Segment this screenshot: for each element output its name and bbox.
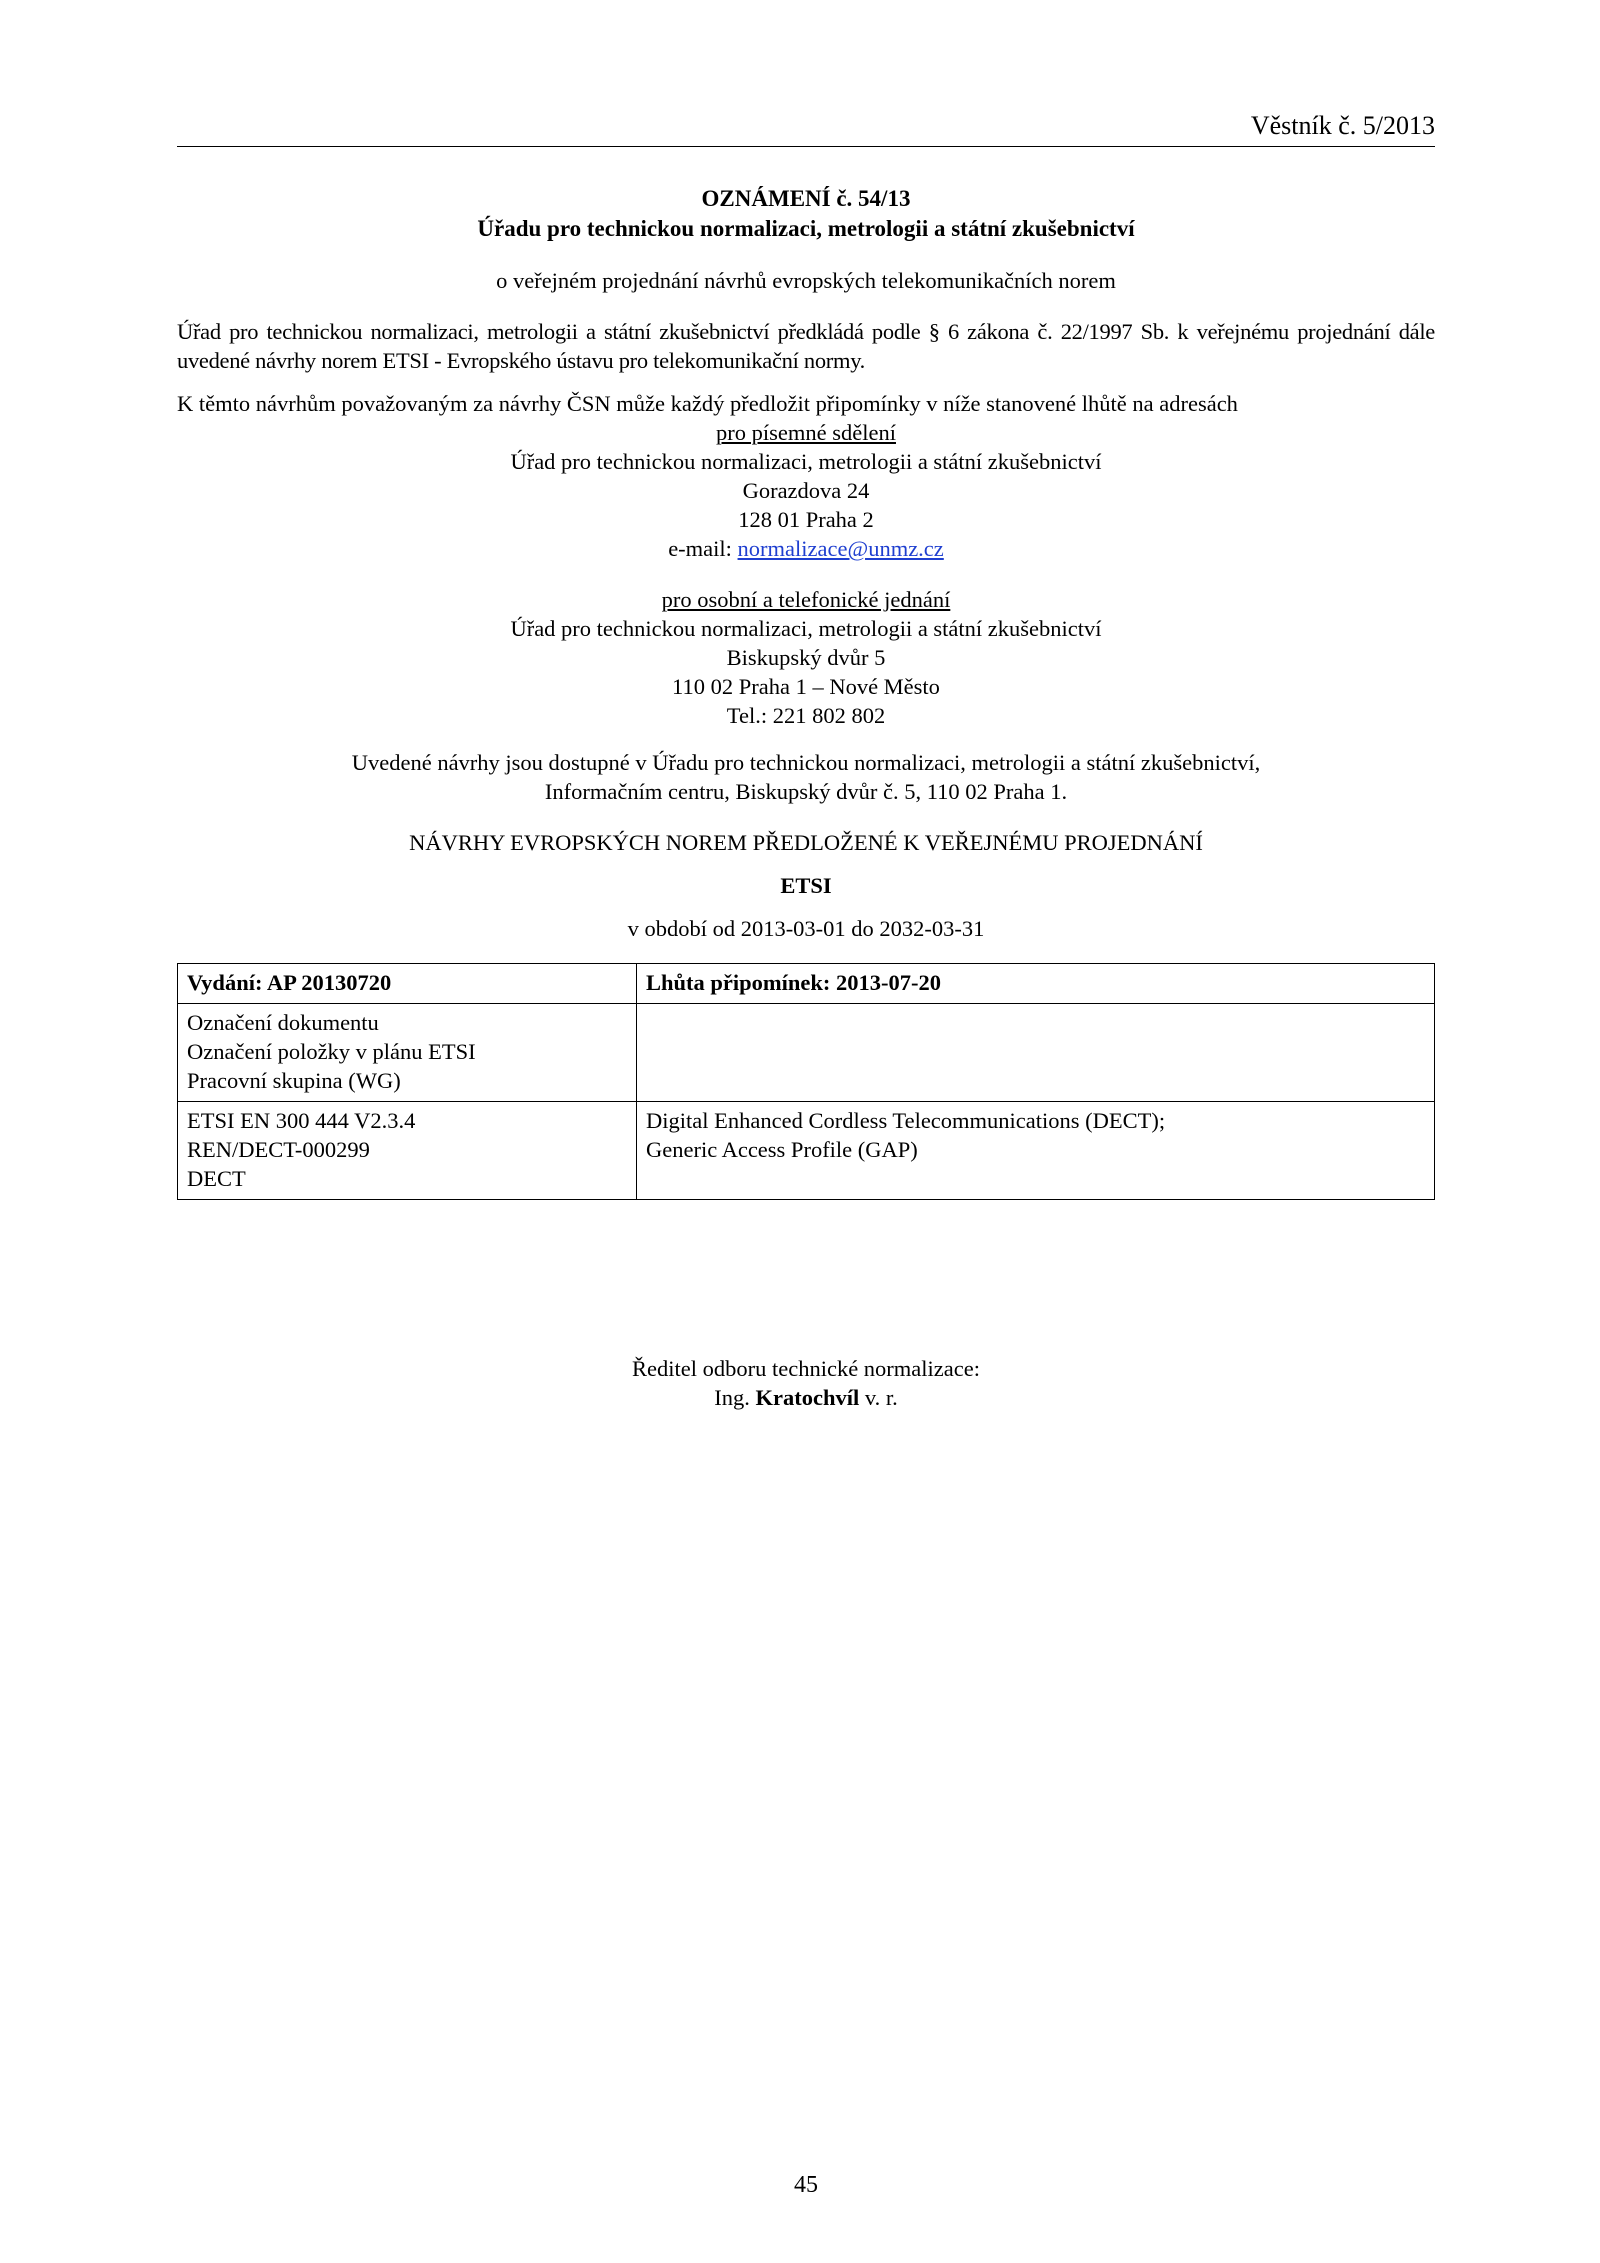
section-period: v období od 2013-03-01 do 2032-03-31: [627, 916, 985, 941]
availability-line-1: Uvedené návrhy jsou dostupné v Úřadu pro technickou normalizaci, metrologii a státní zkušebnictví,: [351, 750, 1261, 775]
notice-subject: o veřejném projednání návrhů evropských telekomunikačních norem: [496, 268, 1116, 293]
table-header-row: [178, 964, 1435, 1004]
legend-cell: [178, 1004, 637, 1102]
legend-empty-cell: [637, 1004, 1435, 1102]
issue-cell: Vydání: AP 20130720: [178, 964, 637, 1004]
written-contact-office: Úřad pro technickou normalizaci, metrologii a státní zkušebnictví: [510, 449, 1102, 474]
notice-body: [177, 184, 1435, 1200]
written-contact-street: Gorazdova 24: [742, 478, 870, 503]
document-title-line: Generic Access Profile (GAP): [646, 1137, 918, 1162]
notice-intro: Úřad pro technickou normalizaci, metrologii a státní zkušebnictví předkládá podle § 6 zákona č. 22/1997 Sb. k veřejnému projednání dále uvedené návrhy norem ETSI - Evropského ústavu pro telekomunikační normy.: [177, 319, 1435, 373]
deadline-cell: Lhůta připomínek: 2013-07-20: [637, 964, 1435, 1004]
personal-contact-city: 110 02 Praha 1 – Nové Město: [672, 674, 940, 699]
document-title-line: Digital Enhanced Cordless Telecommunications (DECT);: [646, 1108, 1166, 1133]
written-contact-email-line: [177, 534, 1435, 563]
section-heading: NÁVRHY EVROPSKÝCH NOREM PŘEDLOŽENÉ K VEŘEJNÉMU PROJEDNÁNÍ: [409, 830, 1203, 855]
availability-line-2: Informačním centru, Biskupský dvůr č. 5, 110 02 Praha 1.: [544, 779, 1068, 804]
email-label: e-mail:: [668, 536, 738, 561]
section-org: ETSI: [780, 873, 832, 898]
personal-contact-phone: Tel.: 221 802 802: [726, 703, 886, 728]
written-contact-heading: pro písemné sdělení: [716, 420, 896, 445]
personal-contact-street: Biskupský dvůr 5: [726, 645, 886, 670]
drafts-table: [177, 963, 1435, 1200]
plan-item-designation: REN/DECT-000299: [187, 1137, 370, 1162]
comments-intro: K těmto návrhům považovaným za návrhy ČSN může každý předložit připomínky v níže stanovené lhůtě na adresách: [177, 391, 1238, 416]
signature-name: Kratochvíl: [755, 1385, 860, 1410]
header-divider: [177, 146, 1435, 147]
written-contact-city: 128 01 Praha 2: [738, 507, 874, 532]
legend-line: Označení dokumentu: [187, 1010, 379, 1035]
personal-contact-heading: pro osobní a telefonické jednání: [661, 587, 951, 612]
legend-line: Pracovní skupina (WG): [187, 1068, 401, 1093]
table-legend-row: [178, 1004, 1435, 1102]
signature-block: [177, 1354, 1435, 1412]
table-row: [178, 1102, 1435, 1200]
personal-contact-office: Úřad pro technickou normalizaci, metrologii a státní zkušebnictví: [510, 616, 1102, 641]
signature-prefix: Ing.: [714, 1385, 756, 1410]
signature-role: Ředitel odboru technické normalizace:: [632, 1356, 980, 1381]
document-id-cell: [178, 1102, 637, 1200]
page-number: 45: [794, 2172, 818, 2198]
signature-suffix: v. r.: [859, 1385, 898, 1410]
written-contact-block: [177, 418, 1435, 563]
working-group: DECT: [187, 1166, 246, 1191]
document-title-cell: [637, 1102, 1435, 1200]
legend-line: Označení položky v plánu ETSI: [187, 1039, 476, 1064]
notice-issuer: Úřadu pro technickou normalizaci, metrologii a státní zkušebnictví: [477, 216, 1135, 241]
document-designation: ETSI EN 300 444 V2.3.4: [187, 1108, 416, 1133]
journal-header: Věstník č. 5/2013: [1250, 111, 1435, 140]
personal-contact-block: [177, 585, 1435, 730]
signature-name-line: [177, 1383, 1435, 1412]
notice-title: OZNÁMENÍ č. 54/13: [701, 186, 911, 211]
email-link[interactable]: normalizace@unmz.cz: [737, 536, 944, 561]
